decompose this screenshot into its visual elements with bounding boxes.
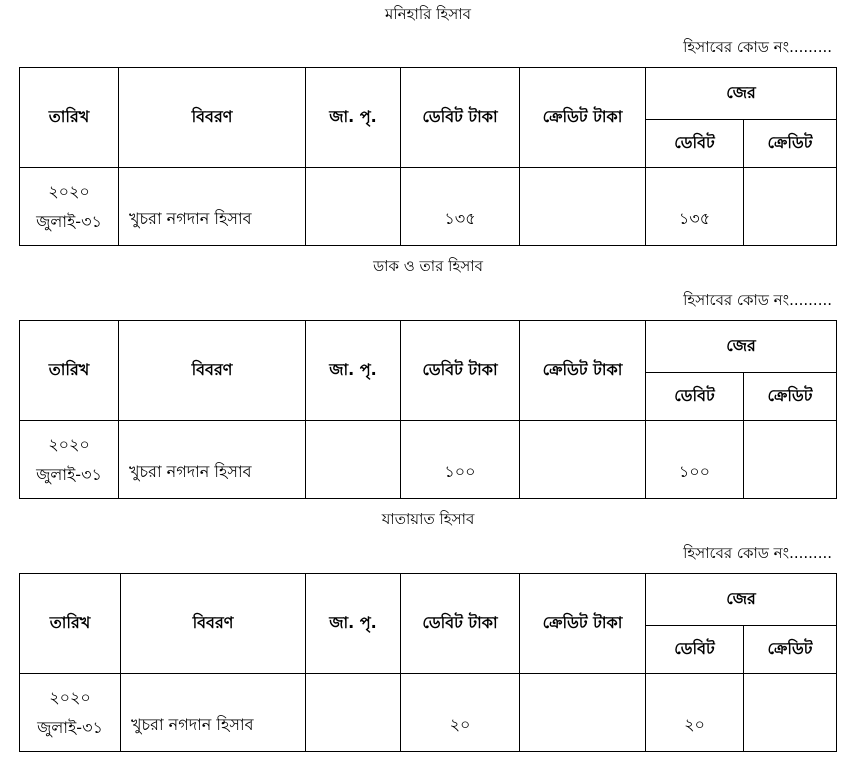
- header-debit-amount: ডেবিট টাকা: [401, 321, 520, 421]
- credit-cell: [520, 168, 646, 246]
- balance-debit-cell: ২০: [646, 674, 744, 752]
- date-text: জুলাই-৩১: [36, 211, 102, 231]
- header-balance-credit: ক্রেডিট: [744, 626, 837, 674]
- date-text: জুলাই-৩১: [36, 464, 102, 484]
- year-text: ২০২০: [48, 434, 90, 454]
- header-balance: জের: [646, 321, 837, 373]
- credit-cell: [520, 421, 646, 499]
- year-text: ২০২০: [48, 181, 90, 201]
- debit-cell: ১০০: [401, 421, 520, 499]
- header-balance-credit: ক্রেডিট: [744, 373, 837, 421]
- year-text: ২০২০: [49, 687, 91, 707]
- header-debit-amount: ডেবিট টাকা: [401, 68, 520, 168]
- ledger-table: [19, 320, 837, 499]
- header-balance: জের: [646, 68, 837, 120]
- header-description: বিবরণ: [121, 574, 306, 674]
- ledger-table: [19, 67, 837, 246]
- balance-credit-cell: [744, 674, 837, 752]
- section-title: যাতায়াত হিসাব: [381, 510, 475, 528]
- header-balance-debit: ডেবিট: [646, 373, 744, 421]
- date-cell: [20, 674, 121, 752]
- table-row: [20, 168, 837, 246]
- header-balance: জের: [646, 574, 837, 626]
- header-credit-amount: ক্রেডিট টাকা: [520, 321, 646, 421]
- description-cell: খুচরা নগদান হিসাব: [119, 168, 306, 246]
- table-row: [20, 674, 837, 752]
- account-code-label: হিসাবের কোড নং.........: [683, 291, 832, 309]
- header-folio: জা. পৃ.: [306, 68, 401, 168]
- ledger-table: [19, 573, 837, 752]
- credit-cell: [520, 674, 646, 752]
- header-credit-amount: ক্রেডিট টাকা: [520, 574, 646, 674]
- section-title: ডাক ও তার হিসাব: [373, 257, 483, 275]
- balance-debit-cell: ১৩৫: [646, 168, 744, 246]
- balance-credit-cell: [744, 421, 837, 499]
- header-folio: জা. পৃ.: [306, 574, 401, 674]
- folio-cell: [306, 168, 401, 246]
- header-date: তারিখ: [20, 321, 119, 421]
- date-cell: [20, 421, 119, 499]
- header-description: বিবরণ: [119, 321, 306, 421]
- header-description: বিবরণ: [119, 68, 306, 168]
- table-row: [20, 421, 837, 499]
- date-cell: [20, 168, 119, 246]
- header-folio: জা. পৃ.: [306, 321, 401, 421]
- debit-cell: ১৩৫: [401, 168, 520, 246]
- description-cell: খুচরা নগদান হিসাব: [121, 674, 306, 752]
- balance-credit-cell: [744, 168, 837, 246]
- header-balance-debit: ডেবিট: [646, 120, 744, 168]
- header-debit-amount: ডেবিট টাকা: [401, 574, 520, 674]
- date-text: জুলাই-৩১: [37, 717, 103, 737]
- section-title: মনিহারি হিসাব: [385, 5, 471, 23]
- header-date: তারিখ: [20, 574, 121, 674]
- debit-cell: ২০: [401, 674, 520, 752]
- balance-debit-cell: ১০০: [646, 421, 744, 499]
- description-cell: খুচরা নগদান হিসাব: [119, 421, 306, 499]
- folio-cell: [306, 674, 401, 752]
- header-date: তারিখ: [20, 68, 119, 168]
- folio-cell: [306, 421, 401, 499]
- account-code-label: হিসাবের কোড নং.........: [683, 544, 832, 562]
- header-balance-debit: ডেবিট: [646, 626, 744, 674]
- account-code-label: হিসাবের কোড নং.........: [683, 38, 832, 56]
- header-credit-amount: ক্রেডিট টাকা: [520, 68, 646, 168]
- header-balance-credit: ক্রেডিট: [744, 120, 837, 168]
